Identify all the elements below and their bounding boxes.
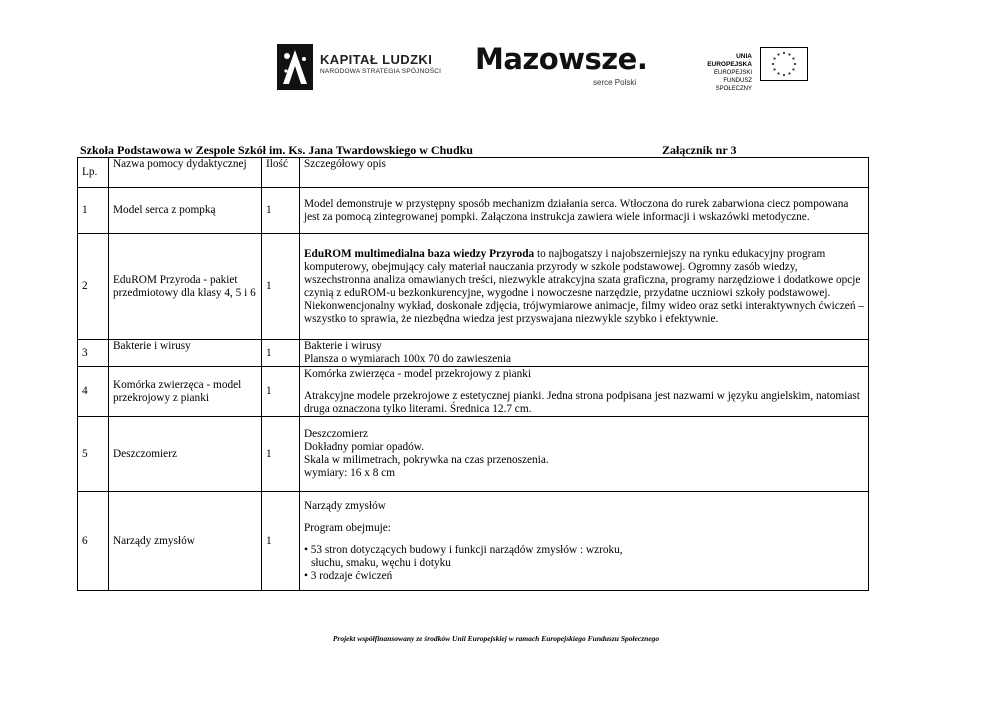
table-row <box>78 188 869 234</box>
row-name: Model serca z pompką <box>109 188 262 234</box>
school-name: Szkoła Podstawowa w Zespole Szkół im. Ks. Jana Twardowskiego w Chudku <box>80 143 473 157</box>
row-desc <box>300 367 869 417</box>
eu-label-line1: UNIA EUROPEJSKA <box>707 53 752 68</box>
table-row <box>78 367 869 417</box>
row-lp: 3 <box>78 340 109 367</box>
row-name: Komórka zwierzęca - model przekrojowy z pianki <box>109 367 262 417</box>
row-desc <box>300 492 869 591</box>
row-desc-intro: Program obejmuje: <box>304 521 391 534</box>
logo-bar <box>0 40 992 100</box>
table-row <box>78 492 869 591</box>
header-name: Nazwa pomocy dydaktycznej <box>109 158 262 188</box>
row-lp: 4 <box>78 367 109 417</box>
row-qty: 1 <box>262 188 300 234</box>
row-desc-bold: EduROM multimedialna baza wiedzy Przyroda <box>304 247 535 260</box>
row-desc-line: Plansza o wymiarach 100x 70 do zawieszenia <box>304 353 512 365</box>
table-row <box>78 234 869 340</box>
row-desc-line: Dokładny pomiar opadów. <box>304 441 425 453</box>
table-header-row <box>78 158 869 188</box>
row-qty: 1 <box>262 367 300 417</box>
row-name: Narządy zmysłów <box>109 492 262 591</box>
row-desc <box>300 417 869 492</box>
row-qty: 1 <box>262 417 300 492</box>
mazowsze-wordmark: Mazowsze. <box>475 42 648 76</box>
header-qty: Ilość <box>262 158 300 188</box>
row-desc: Model demonstruje w przystępny sposób mechanizm działania serca. Wtłoczona do rurek zabarwiona ciecz pompowana jest za pomocą zintegrowanej pompki. Załączona instrukcja zawiera wiele informacji i wskazówki metodyczne. <box>300 188 869 234</box>
row-desc-text: Atrakcyjne modele przekrojowe z estetycznej pianki. Jedna strona podpisana jest nazwami w języku angielskim, natomiast druga oznaczona tylko literami. Średnica 12.7 cm. <box>304 389 860 415</box>
row-qty: 1 <box>262 234 300 340</box>
row-qty: 1 <box>262 492 300 591</box>
annex-number: Załącznik nr 3 <box>662 143 737 157</box>
row-desc-line: wymiary: 16 x 8 cm <box>304 467 395 479</box>
header-lp: Lp. <box>78 158 109 188</box>
mazowsze-logo <box>475 44 655 94</box>
header-desc: Szczegółowy opis <box>300 158 869 188</box>
row-desc-title: Narządy zmysłów <box>304 499 386 512</box>
row-desc-title: Komórka zwierzęca - model przekrojowy z pianki <box>304 367 532 380</box>
row-name: EduROM Przyroda - pakiet przedmiotowy dla klasy 4, 5 i 6 <box>109 234 262 340</box>
row-lp: 6 <box>78 492 109 591</box>
row-desc-bullet: • 3 rodzaje ćwiczeń <box>304 569 393 582</box>
row-desc-line: Skala w milimetrach, pokrywka na czas przenoszenia. <box>304 454 549 466</box>
row-desc-text: to najbogatszy i najobszerniejszy na rynku edukacyjny program komputerowy, obejmujący cały materiał nauczania przyrody w szkole podstawowej. Ogromny zasób wiedzy, wszechstronna analiza omawianych treści, niezwykle atrakcyjna szata graficzna, programy narzędziowe i dodatkowe opcje czynią z eduROM-u bezkonkurencyjne, wygodne i nowoczesne narzędzie, przydatne uczniowi szkoły podstawowej. Niekonwencjonalny wykład, doskonałe zdjęcia, trójwymiarowe animacje, filmy wideo oraz setki interaktywnych ćwiczeń – wszystko to sprawia, że niezbędna wiedza jest przyswajana niezwykle szybko i efektywnie. <box>304 247 864 325</box>
table-row <box>78 417 869 492</box>
eu-flag-icon <box>760 47 808 81</box>
kapital-ludzki-emblem-icon <box>277 44 313 90</box>
row-qty: 1 <box>262 340 300 367</box>
kapital-ludzki-subtitle: NARODOWA STRATEGIA SPÓJNOŚCI <box>320 68 442 75</box>
eu-label-line3: FUNDUSZ SPOŁECZNY <box>715 78 752 92</box>
row-desc <box>300 234 869 340</box>
row-desc-bullet-cont: słuchu, smaku, węchu i dotyku <box>311 556 451 569</box>
row-desc-line: Deszczomierz <box>304 428 368 440</box>
kapital-ludzki-title: KAPITAŁ LUDZKI <box>320 52 433 67</box>
row-name: Deszczomierz <box>109 417 262 492</box>
row-desc-bullet: • 53 stron dotyczących budowy i funkcji narządów zmysłów : wzroku, <box>304 543 623 556</box>
footer-note: Projekt współfinansowany ze środków Unii Europejskiej w ramach Europejskiego Funduszu Społecznego <box>332 634 660 643</box>
eu-label <box>690 53 752 93</box>
mazowsze-subtitle: serce Polski <box>593 78 637 87</box>
teaching-aids-table <box>77 157 869 591</box>
kapital-ludzki-logo <box>320 52 441 75</box>
row-desc <box>300 340 869 367</box>
row-lp: 5 <box>78 417 109 492</box>
eu-label-line2: EUROPEJSKI <box>713 70 752 76</box>
row-name: Bakterie i wirusy <box>109 340 262 367</box>
table-row <box>78 340 869 367</box>
row-lp: 1 <box>78 188 109 234</box>
row-lp: 2 <box>78 234 109 340</box>
row-desc-line: Bakterie i wirusy <box>304 340 382 352</box>
